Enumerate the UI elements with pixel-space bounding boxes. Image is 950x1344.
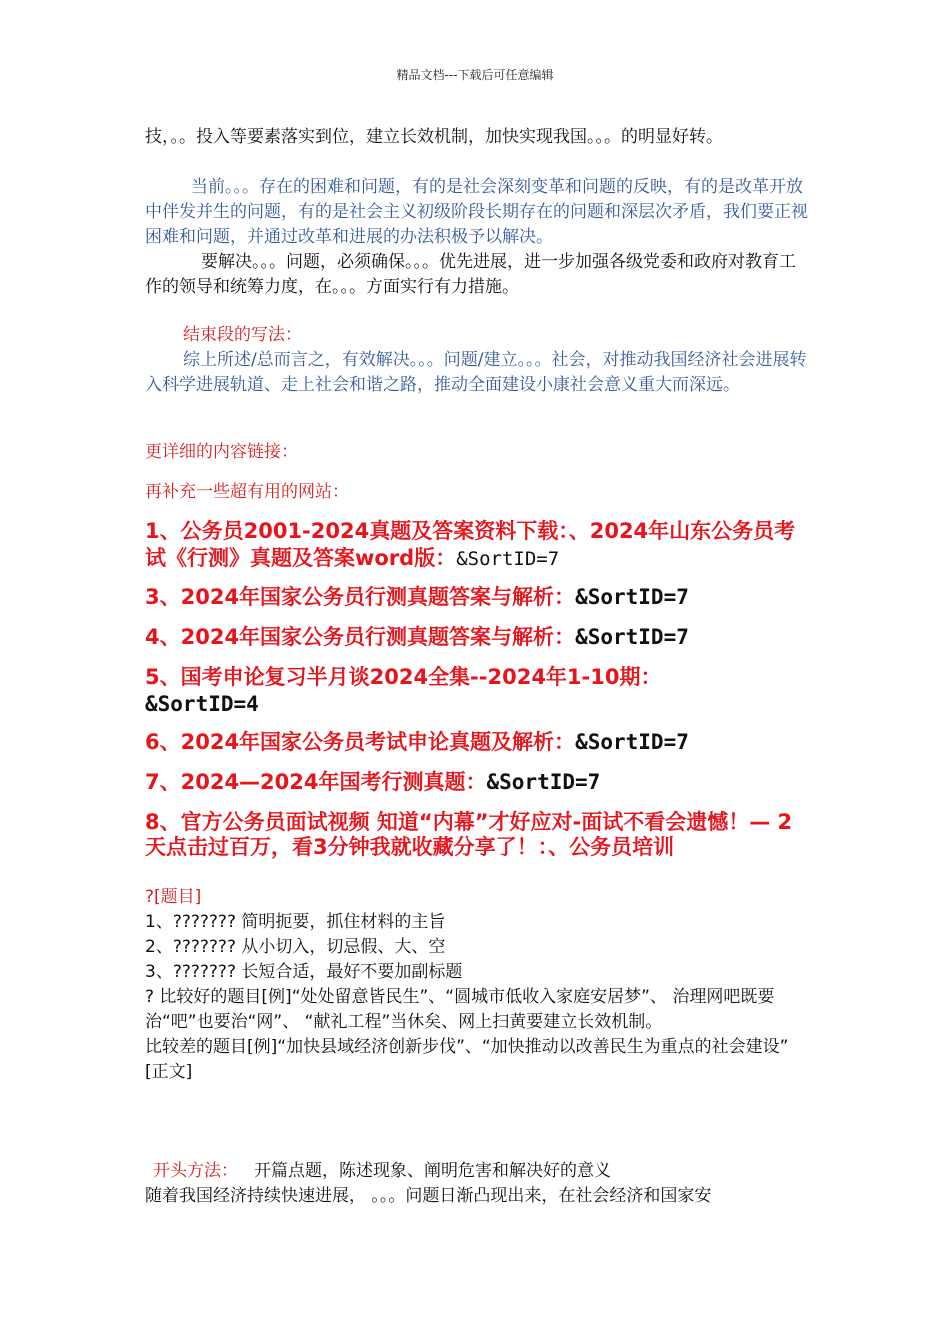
ending-section	[145, 323, 810, 398]
paragraph-2	[145, 175, 810, 250]
topic-section	[145, 885, 810, 1085]
link-8[interactable]	[145, 810, 810, 860]
link-4-id[interactable]: &SortID=7	[575, 625, 689, 649]
text-p2: 当前。。。存在的困难和问题，有的是社会深刻变革和问题的反映，有的是改革开放中伴发并生的问题，有的是社会主义初级阶段长期存在的问题和深层次矛盾，我们要正视困难和问题，并通过改革和进展的办法积极予以解决。	[145, 177, 808, 247]
link-3[interactable]	[145, 584, 810, 611]
paragraph-1	[145, 125, 810, 150]
more-link-line	[145, 440, 810, 465]
link-4-title[interactable]: 4、2024年国家公务员行测真题答案与解析：	[145, 625, 576, 649]
topic-heading: ?[题目]	[145, 887, 202, 907]
topic-item-3: 3、??????? 长短合适，最好不要加副标题	[145, 962, 463, 982]
link-1-id[interactable]: &SortID=7	[456, 548, 560, 570]
text-p1: 技，。。投入等要素落实到位，建立长效机制，加快实现我国。。。的明显好转。	[145, 127, 723, 147]
link-7-id[interactable]: &SortID=7	[486, 770, 601, 794]
link-3-title[interactable]: 3、2024年国家公务员行测真题答案与解析：	[145, 585, 576, 609]
link-4[interactable]	[145, 624, 810, 651]
link-6-title[interactable]: 6、2024年国家公务员考试申论真题及解析：	[145, 730, 576, 754]
ending-title: 结束段的写法：	[183, 325, 302, 345]
page-header: 精品文档---下载后可任意编辑	[396, 68, 554, 82]
opening-desc: 开篇点题，陈述现象、阐明危害和解决好的意义	[254, 1161, 611, 1181]
link-3-id[interactable]: &SortID=7	[575, 585, 689, 609]
topic-bad-example: 比较差的题目[例]“加快县域经济创新步伐”、“加快推动以改善民生为重点的社会建设”	[145, 1037, 789, 1057]
link-5[interactable]	[145, 664, 810, 718]
topic-item-1: 1、??????? 简明扼要，抓住材料的主旨	[145, 912, 446, 932]
opening-line: 随着我国经济持续快速进展， 。。。问题日渐凸现出来，在社会经济和国家安	[145, 1186, 712, 1206]
link-7-title[interactable]: 7、2024—2024年国考行测真题：	[145, 770, 487, 794]
text-p3: 要解决。。。问题，必须确保。。。优先进展，进一步加强各级党委和政府对教育工作的领导和统筹力度，在。。。方面实行有力措施。	[145, 252, 796, 297]
link-5-title[interactable]: 5、国考申论复习半月谈2024全集--2024年1-10期：	[145, 665, 662, 689]
paragraph-3	[145, 250, 810, 300]
link-7[interactable]	[145, 769, 810, 796]
link-1-title[interactable]: 1、公务员2001-2024真题及答案资料下载：、2024年山东公务员考试《行测》真题及答案word版：	[145, 519, 796, 570]
link-8-title[interactable]: 8、官方公务员面试视频 知道“内幕”才好应对-面试不看会遗憾！— 2天点击过百万，看3分钟我就收藏分享了！：、公务员培训	[145, 810, 793, 859]
link-6[interactable]	[145, 729, 810, 756]
more-link-text: 更详细的内容链接：	[145, 442, 298, 462]
link-6-id[interactable]: &SortID=7	[575, 730, 689, 754]
supplement-line	[145, 480, 810, 505]
topic-item-2: 2、??????? 从小切入，切忌假、大、空	[145, 937, 446, 957]
body-heading: [正文]	[145, 1062, 193, 1082]
topic-good-example: ? 比较好的题目[例]“处处留意皆民生”、“圆城市低收入家庭安居梦”、 治理网吧既要治“吧”也要治“网”、 “献礼工程”当休矣、网上扫黄要建立长效机制。	[145, 987, 775, 1032]
opening-section	[145, 1159, 810, 1209]
supplement-text: 再补充一些超有用的网站：	[145, 482, 349, 502]
ending-body: 综上所述/总而言之，有效解决。。。问题/建立。。。社会，对推动我国经济社会进展转入科学进展轨道、走上社会和谐之路，推动全面建设小康社会意义重大而深远。	[145, 350, 807, 395]
opening-label: 开头方法：	[153, 1161, 238, 1181]
link-5-id[interactable]: &SortID=4	[145, 692, 259, 716]
link-1[interactable]	[145, 518, 810, 573]
